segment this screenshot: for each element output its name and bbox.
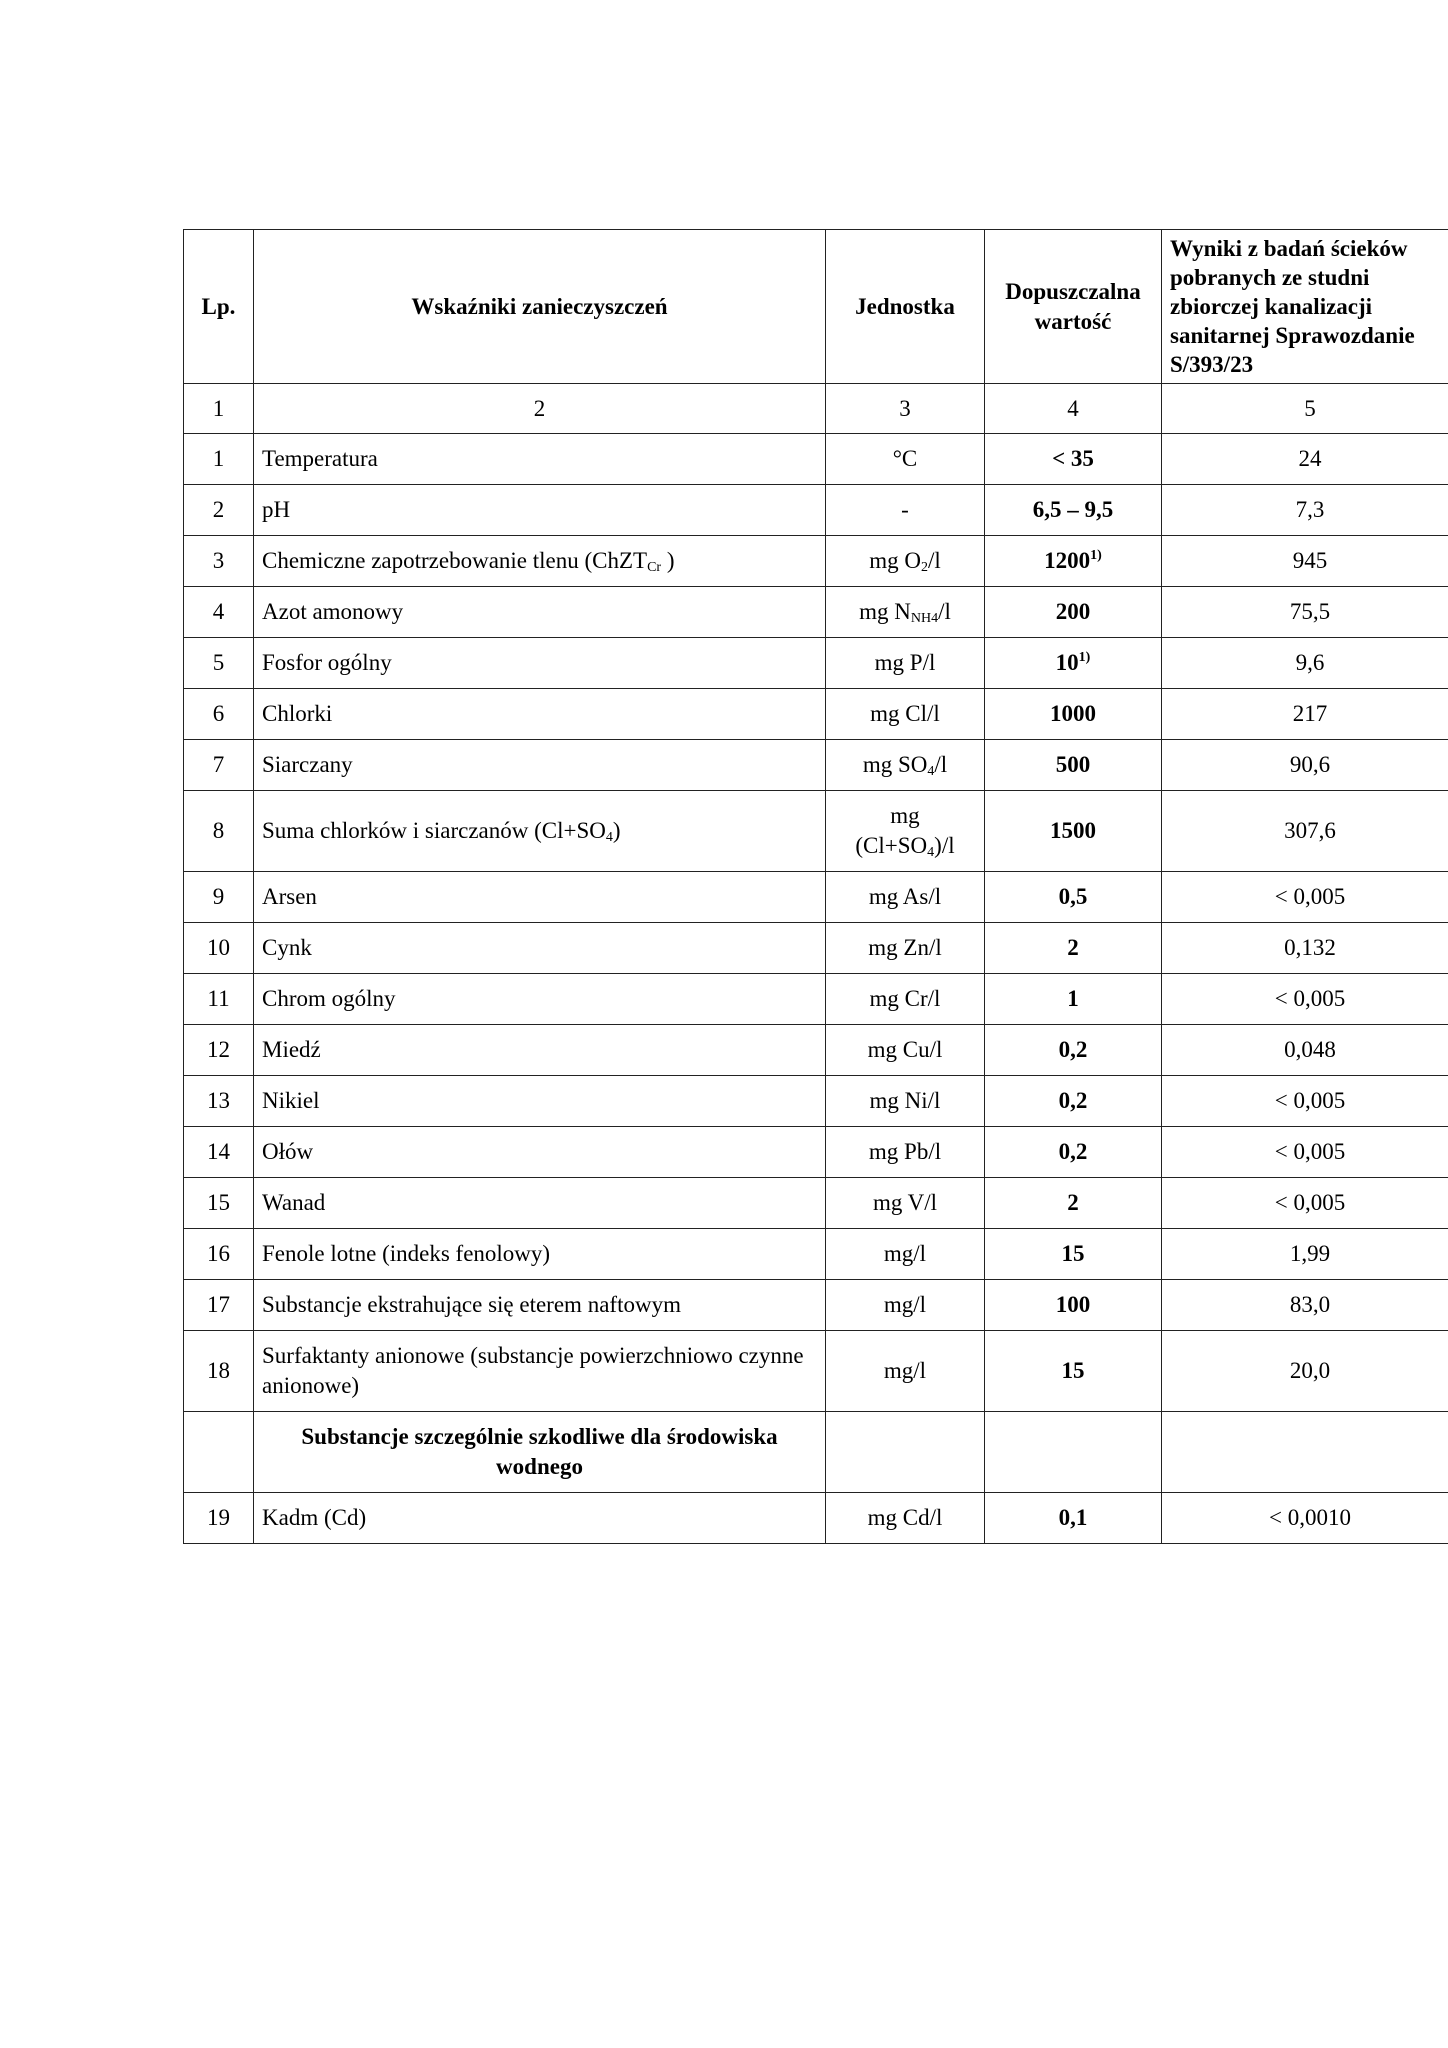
row-unit — [826, 638, 985, 689]
unit-subscript: 4 — [927, 764, 935, 779]
limit-value: 0,1 — [1058, 1505, 1088, 1530]
indicator-text: Siarczany — [262, 752, 353, 777]
row-lp: 12 — [184, 1025, 254, 1076]
row-unit — [826, 1178, 985, 1229]
row-unit — [826, 485, 985, 536]
row-lp: 5 — [184, 638, 254, 689]
row-unit — [826, 587, 985, 638]
section-title: Substancje szczególnie szkodliwe dla środowiska wodnego — [254, 1412, 826, 1493]
row-result: 90,6 — [1162, 740, 1448, 791]
row-limit — [985, 689, 1162, 740]
row-indicator-name — [254, 485, 826, 536]
row-indicator-name — [254, 689, 826, 740]
unit-subscript: NH4 — [910, 611, 939, 626]
indicator-text: Chlorki — [262, 701, 333, 726]
row-limit — [985, 923, 1162, 974]
row-limit — [985, 1493, 1162, 1544]
row-result: 0,132 — [1162, 923, 1448, 974]
pollution-indicators-table — [183, 229, 1448, 1544]
row-indicator-name — [254, 740, 826, 791]
row-result: 1,99 — [1162, 1229, 1448, 1280]
row-indicator-name — [254, 587, 826, 638]
unit-text: mg Cr/l — [869, 986, 941, 1011]
row-limit — [985, 638, 1162, 689]
unit-text: mg/l — [883, 1358, 927, 1383]
row-lp: 17 — [184, 1280, 254, 1331]
indicator-text: Nikiel — [262, 1088, 320, 1113]
row-limit — [985, 740, 1162, 791]
row-indicator-name — [254, 434, 826, 485]
row-unit — [826, 1493, 985, 1544]
indicator-subscript: Cr — [647, 560, 662, 575]
row-result: 307,6 — [1162, 791, 1448, 872]
table-row — [184, 872, 1448, 923]
unit-text: mg Cl/l — [870, 701, 940, 726]
row-lp: 6 — [184, 689, 254, 740]
row-indicator-name — [254, 1331, 826, 1412]
row-indicator-name — [254, 1076, 826, 1127]
row-result: < 0,0010 — [1162, 1493, 1448, 1544]
row-result: 20,0 — [1162, 1331, 1448, 1412]
indicator-text: pH — [262, 497, 291, 522]
limit-footnote-marker: 1) — [1078, 650, 1091, 665]
row-lp: 3 — [184, 536, 254, 587]
limit-value: 15 — [1061, 1358, 1085, 1383]
row-unit — [826, 536, 985, 587]
table-row — [184, 485, 1448, 536]
unit-suffix: /l — [927, 548, 941, 573]
row-indicator-name — [254, 1280, 826, 1331]
unit-text: mg/l — [883, 1292, 927, 1317]
unit-line1: mg — [890, 803, 920, 828]
row-lp: 11 — [184, 974, 254, 1025]
header-limit: Dopuszczalna wartość — [985, 230, 1162, 384]
section-empty-cell — [184, 1412, 254, 1493]
indicator-text: Chemiczne zapotrzebowanie tlenu (ChZT — [262, 548, 648, 573]
row-lp: 14 — [184, 1127, 254, 1178]
table-row — [184, 1178, 1448, 1229]
limit-value: 1000 — [1050, 701, 1096, 726]
column-number: 3 — [826, 384, 985, 434]
row-indicator-name — [254, 974, 826, 1025]
table-row — [184, 1127, 1448, 1178]
indicator-subscript: 4 — [605, 830, 613, 845]
header-indicator: Wskaźniki zanieczyszczeń — [254, 230, 826, 384]
row-result: 75,5 — [1162, 587, 1448, 638]
unit-text: mg Zn/l — [868, 935, 942, 960]
indicator-text: Ołów — [262, 1139, 314, 1164]
row-limit — [985, 1076, 1162, 1127]
unit-text: mg Cd/l — [867, 1505, 943, 1530]
indicator-suffix: ) — [661, 548, 675, 573]
unit-subscript: 2 — [920, 560, 928, 575]
limit-value: 2 — [1067, 935, 1079, 960]
row-unit — [826, 1229, 985, 1280]
row-unit — [826, 974, 985, 1025]
row-result: 945 — [1162, 536, 1448, 587]
limit-value: 1200 — [1044, 548, 1091, 573]
row-indicator-name — [254, 923, 826, 974]
row-lp: 16 — [184, 1229, 254, 1280]
indicator-text: Substancje ekstrahujące się eterem naftowym — [262, 1292, 681, 1317]
column-number: 4 — [985, 384, 1162, 434]
row-lp: 19 — [184, 1493, 254, 1544]
limit-value: 10 — [1055, 650, 1079, 675]
row-indicator-name — [254, 1025, 826, 1076]
row-limit — [985, 1229, 1162, 1280]
row-unit — [826, 791, 985, 872]
row-unit — [826, 923, 985, 974]
row-limit — [985, 1025, 1162, 1076]
indicator-text: Fenole lotne (indeks fenolowy) — [262, 1241, 551, 1266]
unit-text: mg V/l — [872, 1190, 938, 1215]
row-unit — [826, 1280, 985, 1331]
indicator-text: Temperatura — [262, 446, 378, 471]
section-empty-cell — [826, 1412, 985, 1493]
indicator-text: Cynk — [262, 935, 312, 960]
section-empty-cell — [985, 1412, 1162, 1493]
row-unit — [826, 1127, 985, 1178]
indicator-suffix: ) — [612, 818, 621, 843]
limit-value: 100 — [1055, 1292, 1091, 1317]
indicator-text: Kadm (Cd) — [262, 1505, 367, 1530]
row-limit — [985, 536, 1162, 587]
limit-value: 15 — [1061, 1241, 1085, 1266]
table-row — [184, 1229, 1448, 1280]
indicator-text: Surfaktanty anionowe (substancje powierzchniowo czynne anionowe) — [262, 1343, 804, 1398]
table-row — [184, 1331, 1448, 1412]
row-limit — [985, 1127, 1162, 1178]
row-limit — [985, 1280, 1162, 1331]
section-empty-cell — [1162, 1412, 1448, 1493]
row-result: 0,048 — [1162, 1025, 1448, 1076]
unit-subscript: 4 — [927, 845, 935, 860]
row-limit — [985, 791, 1162, 872]
row-limit — [985, 434, 1162, 485]
row-lp: 7 — [184, 740, 254, 791]
unit-text: mg Cu/l — [867, 1037, 943, 1062]
row-lp: 15 — [184, 1178, 254, 1229]
row-indicator-name — [254, 536, 826, 587]
column-number: 2 — [254, 384, 826, 434]
limit-value: 6,5 – 9,5 — [1032, 497, 1114, 522]
row-lp: 4 — [184, 587, 254, 638]
row-indicator-name — [254, 1493, 826, 1544]
row-lp: 13 — [184, 1076, 254, 1127]
row-result: < 0,005 — [1162, 1127, 1448, 1178]
unit-text: mg O — [869, 548, 921, 573]
limit-value: 1 — [1067, 986, 1079, 1011]
table-row — [184, 536, 1448, 587]
indicator-text: Fosfor ogólny — [262, 650, 392, 675]
limit-footnote-marker: 1) — [1090, 548, 1102, 563]
row-limit — [985, 485, 1162, 536]
table-row — [184, 740, 1448, 791]
limit-value: 0,2 — [1058, 1139, 1088, 1164]
row-result: 7,3 — [1162, 485, 1448, 536]
row-limit — [985, 1331, 1162, 1412]
limit-value: 200 — [1055, 599, 1091, 624]
table-row — [184, 587, 1448, 638]
row-unit — [826, 689, 985, 740]
unit-suffix: )/l — [934, 833, 955, 858]
row-result: 217 — [1162, 689, 1448, 740]
column-number: 1 — [184, 384, 254, 434]
row-limit — [985, 974, 1162, 1025]
row-unit — [826, 872, 985, 923]
row-result: < 0,005 — [1162, 872, 1448, 923]
unit-text: mg N — [859, 599, 911, 624]
limit-value: 2 — [1067, 1190, 1079, 1215]
indicator-text: Miedź — [262, 1037, 321, 1062]
row-indicator-name — [254, 1127, 826, 1178]
row-unit — [826, 434, 985, 485]
indicator-text: Wanad — [262, 1190, 326, 1215]
row-indicator-name — [254, 638, 826, 689]
row-lp: 18 — [184, 1331, 254, 1412]
limit-value: 500 — [1055, 752, 1091, 777]
unit-text: mg Pb/l — [868, 1139, 942, 1164]
row-unit — [826, 1331, 985, 1412]
table-row — [184, 791, 1448, 872]
column-number-row — [184, 384, 1448, 434]
table-row — [184, 689, 1448, 740]
table-row — [184, 923, 1448, 974]
row-unit — [826, 740, 985, 791]
table-row — [184, 1493, 1448, 1544]
row-limit — [985, 587, 1162, 638]
unit-text: - — [901, 497, 909, 522]
table-row — [184, 434, 1448, 485]
unit-text: mg As/l — [868, 884, 942, 909]
limit-value: < 35 — [1052, 446, 1094, 471]
table-row — [184, 974, 1448, 1025]
header-results: Wyniki z badań ścieków pobranych ze studni zbiorczej kanalizacji sanitarnej Sprawozdanie S/393/23 — [1162, 230, 1448, 384]
row-indicator-name — [254, 791, 826, 872]
row-result: < 0,005 — [1162, 1076, 1448, 1127]
limit-value: 1500 — [1050, 818, 1096, 843]
table-row — [184, 1076, 1448, 1127]
header-lp: Lp. — [184, 230, 254, 384]
table-row — [184, 1280, 1448, 1331]
unit-suffix: /l — [934, 752, 948, 777]
row-result: 9,6 — [1162, 638, 1448, 689]
indicator-text: Chrom ogólny — [262, 986, 396, 1011]
row-indicator-name — [254, 1229, 826, 1280]
unit-text: °C — [892, 446, 918, 471]
column-number: 5 — [1162, 384, 1448, 434]
row-lp: 1 — [184, 434, 254, 485]
row-result: < 0,005 — [1162, 1178, 1448, 1229]
limit-value: 0,2 — [1058, 1088, 1088, 1113]
row-indicator-name — [254, 872, 826, 923]
unit-text: mg SO — [862, 752, 928, 777]
unit-text: mg Ni/l — [869, 1088, 941, 1113]
table-row — [184, 1025, 1448, 1076]
row-result: 24 — [1162, 434, 1448, 485]
section-header-row — [184, 1412, 1448, 1493]
row-limit — [985, 1178, 1162, 1229]
row-lp: 8 — [184, 791, 254, 872]
row-lp: 9 — [184, 872, 254, 923]
unit-text: mg/l — [883, 1241, 927, 1266]
row-unit — [826, 1076, 985, 1127]
row-indicator-name — [254, 1178, 826, 1229]
row-lp: 2 — [184, 485, 254, 536]
row-unit — [826, 1025, 985, 1076]
table-header-row — [184, 230, 1448, 384]
unit-text: mg P/l — [874, 650, 936, 675]
row-lp: 10 — [184, 923, 254, 974]
row-limit — [985, 872, 1162, 923]
table-row — [184, 638, 1448, 689]
indicator-text: Suma chlorków i siarczanów (Cl+SO — [262, 818, 606, 843]
limit-value: 0,2 — [1058, 1037, 1088, 1062]
unit-suffix: /l — [938, 599, 951, 624]
unit-line2: (Cl+SO — [855, 833, 928, 858]
header-unit: Jednostka — [826, 230, 985, 384]
row-result: < 0,005 — [1162, 974, 1448, 1025]
row-result: 83,0 — [1162, 1280, 1448, 1331]
indicator-text: Azot amonowy — [262, 599, 404, 624]
limit-value: 0,5 — [1058, 884, 1088, 909]
indicator-text: Arsen — [262, 884, 317, 909]
